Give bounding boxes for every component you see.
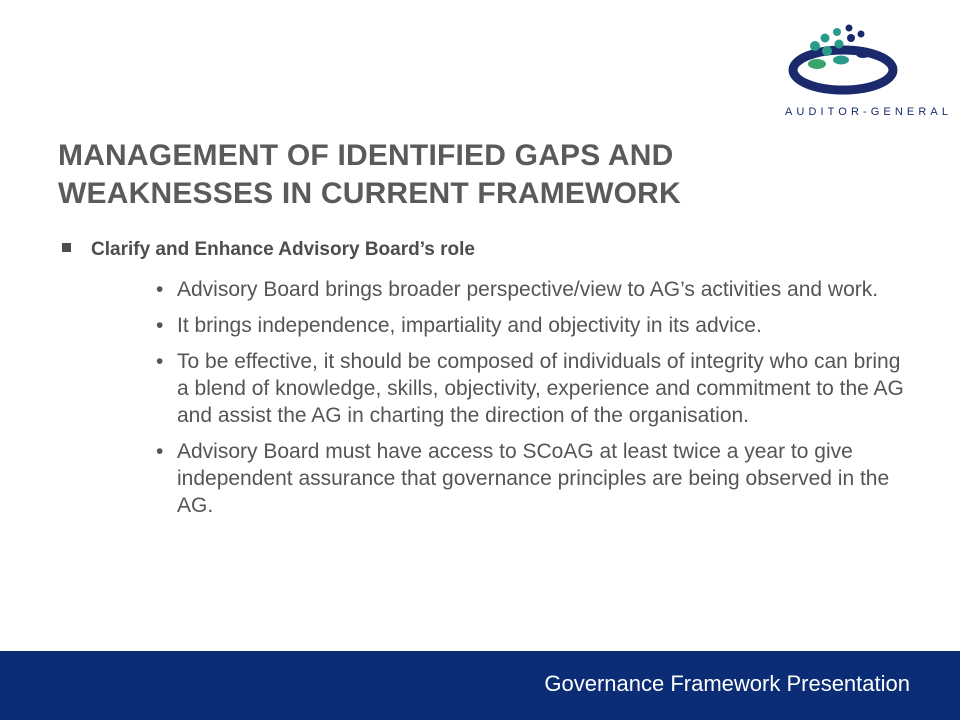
auditor-general-logo [785, 18, 953, 123]
list-item [155, 438, 915, 519]
section-heading [62, 239, 475, 261]
list-item [155, 348, 915, 429]
bullet-list [155, 276, 915, 528]
footer-title: Governance Framework Presentation [544, 671, 910, 696]
list-item-text: To be effective, it should be composed of individuals of integrity who can bring a blend of knowledge, skills, objectivity, experience and commitment to the AG and assist the AG in charting the direction of the organisation. [177, 350, 904, 427]
bullet-dot-icon: • [156, 440, 164, 463]
list-item-text: It brings independence, impartiality and objectivity in its advice. [177, 314, 762, 337]
list-item [155, 276, 915, 303]
list-item [155, 312, 915, 339]
bullet-dot-icon: • [156, 278, 164, 301]
footer-bar [0, 651, 960, 720]
bullet-dot-icon: • [156, 350, 164, 373]
bullet-dot-icon: • [156, 314, 164, 337]
list-item-text: Advisory Board brings broader perspective/view to AG’s activities and work. [177, 278, 879, 301]
square-bullet-icon [62, 243, 71, 252]
logo-emblem-icon [785, 18, 945, 108]
list-item-text: Advisory Board must have access to SCoAG at least twice a year to give independent assurance that governance principles are being observed in the AG. [177, 440, 890, 517]
slide-title-line-1: MANAGEMENT OF IDENTIFIED GAPS AND [58, 139, 674, 172]
logo-wordmark: AUDITOR-GENERAL [785, 106, 953, 118]
slide-title [58, 137, 858, 213]
section-heading-text: Clarify and Enhance Advisory Board’s role [91, 239, 475, 260]
slide-title-line-2: WEAKNESSES IN CURRENT FRAMEWORK [58, 177, 681, 210]
